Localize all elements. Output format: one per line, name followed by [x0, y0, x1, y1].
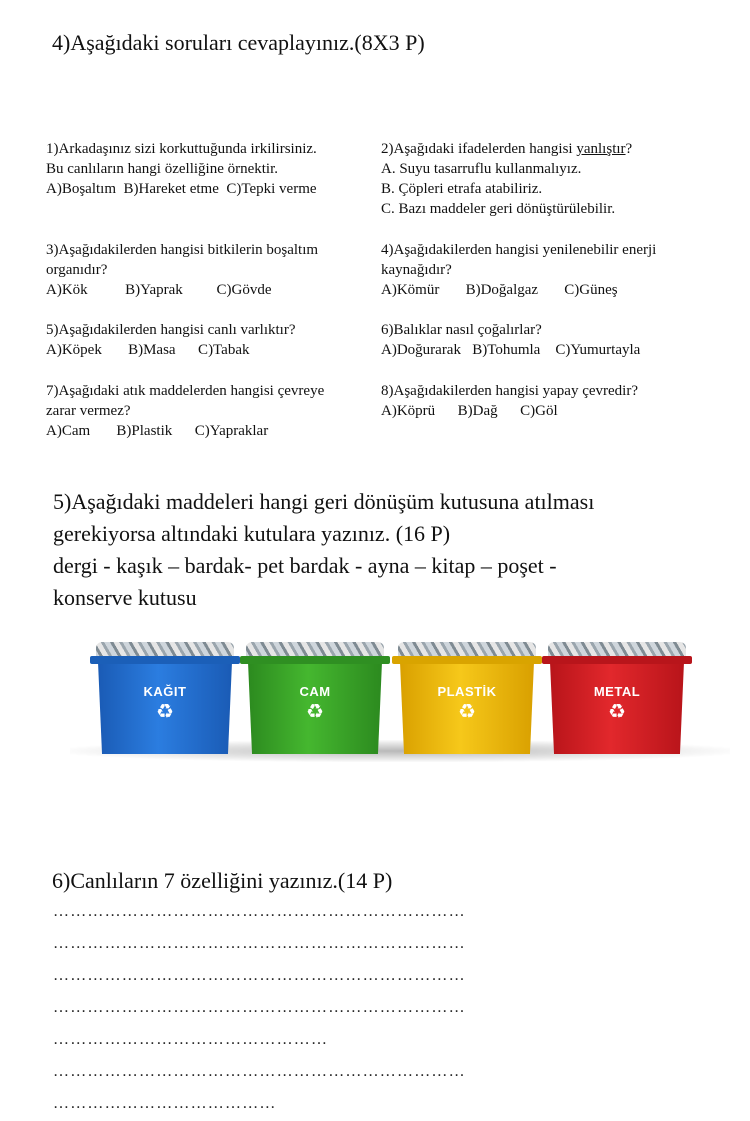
question-4 [381, 240, 656, 300]
question-4-line-1: 4)Aşağıdakilerden hangisi yenilenebilir enerji [381, 242, 657, 258]
answer-line-7: ………………………………… [53, 1095, 277, 1112]
recycle-icon: ♻ [458, 699, 476, 723]
question-2 [381, 139, 632, 219]
bin-plastic [394, 654, 540, 754]
bin-plastic-label: PLASTİK [437, 684, 497, 699]
bin-glass-rim [240, 656, 390, 664]
question-8-options: A)Köprü B)Dağ C)Göl [381, 403, 558, 419]
question-2-underlined: yanlıştır [576, 141, 626, 157]
question-4-options: A)Kömür B)Doğalgaz C)Güneş [381, 282, 618, 298]
question-3-options: A)Kök B)Yaprak C)Gövde [46, 282, 272, 298]
answer-line-3: ……………………………………………………………… [53, 967, 466, 984]
section-5-instructions [53, 486, 733, 614]
question-3 [46, 240, 318, 300]
question-3-line-2: organıdır? [46, 262, 108, 278]
question-7-options: A)Cam B)Plastik C)Yapraklar [46, 423, 269, 439]
section-6-title: 6)Canlıların 7 özelliğini yazınız.(14 P) [52, 868, 393, 893]
section-5-line-3: dergi - kaşık – bardak- pet bardak - ayna – kitap – poşet - [53, 553, 557, 578]
question-2-option-b: B. Çöpleri etrafa atabiliriz. [381, 181, 543, 197]
answer-line-6: ……………………………………………………………… [53, 1063, 466, 1080]
bin-plastic-rim [392, 656, 542, 664]
question-5-options: A)Köpek B)Masa C)Tabak [46, 342, 250, 358]
recycle-icon: ♻ [306, 699, 324, 723]
bin-glass [242, 654, 388, 754]
question-2-prefix: 2)Aşağıdaki ifadelerden hangisi [381, 141, 577, 157]
recycle-icon: ♻ [608, 699, 626, 723]
question-1-options: A)Boşaltım B)Hareket etme C)Tepki verme [46, 181, 317, 197]
question-7-line-1: 7)Aşağıdaki atık maddelerden hangisi çevreye [46, 383, 325, 399]
bin-metal-label: METAL [593, 684, 641, 699]
question-8-line-1: 8)Aşağıdakilerden hangisi yapay çevredir? [381, 383, 638, 399]
bin-glass-label: CAM [299, 684, 331, 699]
question-2-stem [381, 139, 632, 159]
question-5 [46, 320, 296, 360]
recycle-icon: ♻ [156, 699, 174, 723]
question-1-line-2: Bu canlıların hangi özelliğine örnektir. [46, 161, 279, 177]
section-4-title: 4)Aşağıdaki soruları cevaplayınız.(8X3 P) [52, 30, 425, 55]
bin-paper-label: KAĞIT [143, 684, 187, 699]
answer-line-5: ………………………………………… [53, 1031, 329, 1048]
bin-paper-rim [90, 656, 240, 664]
bin-paper [92, 654, 238, 754]
question-7 [46, 381, 324, 441]
question-8 [381, 381, 638, 421]
question-2-suffix: ? [625, 141, 633, 157]
question-5-line-1: 5)Aşağıdakilerden hangisi canlı varlıktır? [46, 322, 296, 338]
question-1 [46, 139, 317, 199]
section-5-line-2: gerekiyorsa altındaki kutulara yazınız. (16 P) [53, 521, 451, 546]
question-4-line-2: kaynağıdır? [381, 262, 452, 278]
answer-line-4: ……………………………………………………………… [53, 999, 466, 1016]
question-6-options: A)Doğurarak B)Tohumla C)Yumurtayla [381, 342, 641, 358]
answer-line-2: ……………………………………………………………… [53, 935, 466, 952]
question-1-line-1: 1)Arkadaşınız sizi korkuttuğunda irkilirsiniz. [46, 141, 317, 157]
recycling-bins-image [60, 640, 730, 765]
question-3-line-1: 3)Aşağıdakilerden hangisi bitkilerin boşaltım [46, 242, 319, 258]
section-5-line-4: konserve kutusu [53, 585, 197, 610]
bin-metal-rim [542, 656, 692, 664]
bin-metal [544, 654, 690, 754]
question-6 [381, 320, 640, 360]
answer-line-1: ……………………………………………………………… [53, 903, 466, 920]
question-2-option-a: A. Suyu tasarruflu kullanmalıyız. [381, 161, 582, 177]
question-7-line-2: zarar vermez? [46, 403, 131, 419]
section-5-line-1: 5)Aşağıdaki maddeleri hangi geri dönüşüm kutusuna atılması [53, 489, 595, 514]
question-2-option-c: C. Bazı maddeler geri dönüştürülebilir. [381, 201, 616, 217]
question-6-line-1: 6)Balıklar nasıl çoğalırlar? [381, 322, 542, 338]
